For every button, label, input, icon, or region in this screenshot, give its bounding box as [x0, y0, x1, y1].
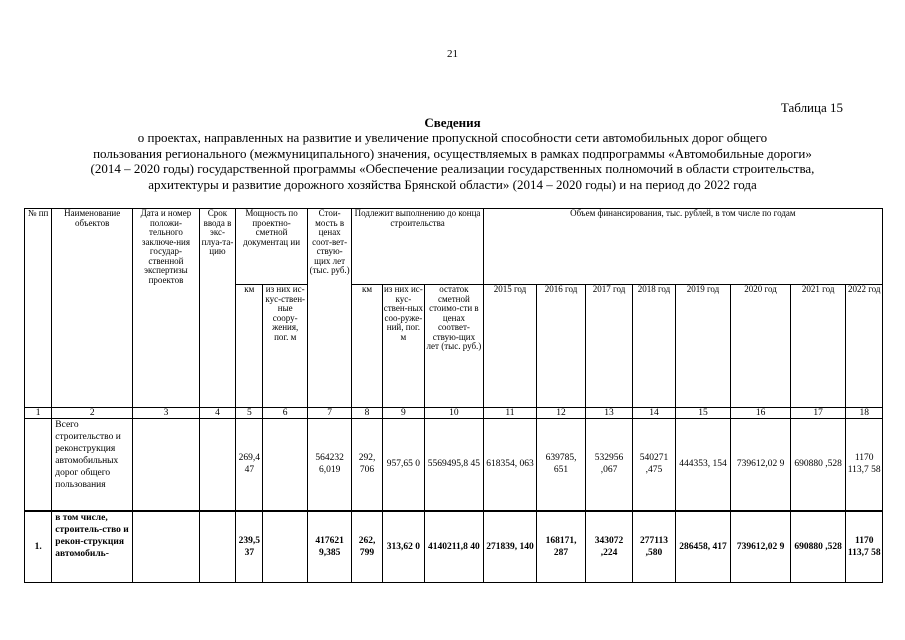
document-heading: Сведения [424, 115, 481, 130]
table-cell: 271839, 140 [483, 511, 537, 583]
column-number: 18 [846, 408, 883, 419]
title-line: о проектах, направленных на развитие и увеличение пропускной способности сети автомобильных дорог общего [137, 130, 768, 145]
column-number: 3 [133, 408, 200, 419]
column-number: 6 [263, 408, 307, 419]
column-number: 13 [585, 408, 632, 419]
table-cell [133, 419, 200, 511]
header-capacity: Мощность по проектно-сметной документац ии [236, 209, 308, 285]
header-year: 2018 год [633, 285, 675, 408]
table-cell [199, 419, 235, 511]
column-number: 4 [199, 408, 235, 419]
table-cell [263, 419, 307, 511]
table-cell: 540271 ,475 [633, 419, 675, 511]
table-cell: 286458, 417 [675, 511, 731, 583]
header-remaining-km: км [352, 285, 382, 408]
table-row [25, 419, 883, 511]
column-number: 9 [382, 408, 424, 419]
table-cell: 168171, 287 [537, 511, 586, 583]
header-financing: Объем финансирования, тыс. рублей, в том числе по годам [483, 209, 882, 285]
table-caption: Таблица 15 [780, 100, 843, 115]
column-number: 7 [307, 408, 351, 419]
table-cell: 239,537 [236, 511, 263, 583]
table-cell [263, 511, 307, 583]
table-cell: 564232 6,019 [307, 419, 351, 511]
header-year: 2021 год [790, 285, 846, 408]
column-number: 2 [52, 408, 133, 419]
table-cell: 532956 ,067 [585, 419, 632, 511]
title-line: архитектуры и развитие дорожного хозяйства Брянской области» (2014 – 2020 годы) и на период до 2022 года [148, 176, 757, 192]
title-line: (2014 – 2020 годы) государственной программы «Обеспечение реализации государственных полномочий в области строительства, [90, 161, 815, 176]
header-name: Наименование объектов [52, 209, 133, 408]
table-cell: 269,447 [236, 419, 263, 511]
table-cell: 739612,02 9 [731, 419, 791, 511]
column-number: 5 [236, 408, 263, 419]
page-number: 21 [447, 48, 458, 60]
table-cell: 1170 113,7 58 [846, 511, 883, 583]
title-line: пользования регионального (межмуниципального) значения, осуществляемых в рамках подпрограммы «Автомобильные дороги» [93, 145, 812, 161]
row-name-cell: Всего строительство и реконструкция автомобильных дорог общего пользования [52, 419, 133, 511]
header-remaining-cost: остаток сметной стоимо-сти в ценах соответ-ствую-щих лет (тыс. руб.) [425, 285, 484, 408]
column-number: 15 [675, 408, 731, 419]
table-cell [133, 511, 200, 583]
table-cell: 618354, 063 [483, 419, 537, 511]
header-capacity-km: км [236, 285, 263, 408]
table-cell: 5569495,8 45 [425, 419, 484, 511]
column-number: 11 [483, 408, 537, 419]
table-cell: 4140211,8 40 [425, 511, 484, 583]
column-number: 16 [731, 408, 791, 419]
table-cell: 277113 ,580 [633, 511, 675, 583]
table-cell: 690880 ,528 [790, 511, 846, 583]
table-cell: 957,65 0 [382, 419, 424, 511]
header-year: 2016 год [537, 285, 586, 408]
column-numbers-row [25, 408, 883, 419]
table-cell: 1. [25, 511, 52, 583]
table-cell: 313,62 0 [382, 511, 424, 583]
header-remaining-structures: из них ис-кус-ствен-ных соо-руже-ний, пог. м [382, 285, 424, 408]
column-number: 8 [352, 408, 382, 419]
header-remaining: Подлежит выполнению до конца строительства [352, 209, 483, 285]
header-capacity-structures: из них ис-кус-ствен-ные соору-жения, пог. м [263, 285, 307, 408]
table-cell: 1170 113,7 58 [846, 419, 883, 511]
projects-table [24, 208, 883, 583]
row-name-cell: в том числе, строитель-ство и рекон-струкция автомобиль- [52, 511, 133, 583]
header-cost: Стои-мость в ценах соот-вет-ствую-щих лет (тыс. руб.) [307, 209, 351, 408]
header-term: Срок ввода в экс-плуа-та-цию [199, 209, 235, 408]
header-year: 2017 год [585, 285, 632, 408]
table-row [25, 511, 883, 583]
table-cell [25, 419, 52, 511]
table-cell: 292, 706 [352, 419, 382, 511]
table-cell: 690880 ,528 [790, 419, 846, 511]
header-year: 2015 год [483, 285, 537, 408]
table-cell: 739612,02 9 [731, 511, 791, 583]
table-cell: 262, 799 [352, 511, 382, 583]
column-number: 10 [425, 408, 484, 419]
table-cell: 343072 ,224 [585, 511, 632, 583]
column-number: 1 [25, 408, 52, 419]
table-cell [199, 511, 235, 583]
table-cell: 444353, 154 [675, 419, 731, 511]
table-cell: 417621 9,385 [307, 511, 351, 583]
header-year: 2022 год [846, 285, 883, 408]
header-year: 2019 год [675, 285, 731, 408]
column-number: 12 [537, 408, 586, 419]
header-date: Дата и номер положи-тельного заключе-ния государ-ственной экспертизы проектов [133, 209, 200, 408]
table-cell: 639785, 651 [537, 419, 586, 511]
column-number: 14 [633, 408, 675, 419]
header-no: № пп [25, 209, 52, 408]
column-number: 17 [790, 408, 846, 419]
document-title [30, 130, 875, 192]
header-year: 2020 год [731, 285, 791, 408]
